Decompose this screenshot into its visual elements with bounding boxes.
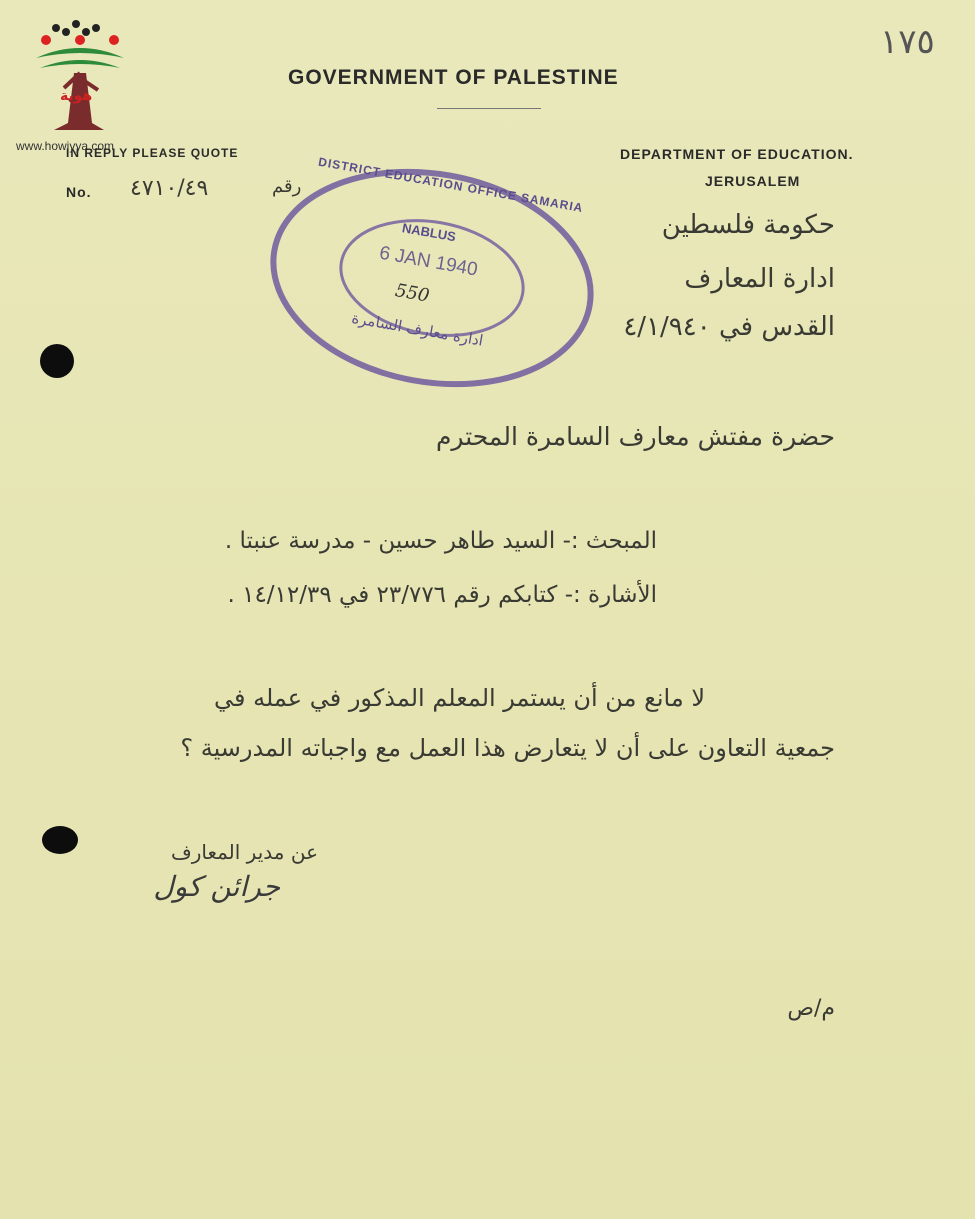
addressee-line: حضرة مفتش معارف السامرة المحترم [435, 422, 835, 451]
reference-number: ٤٧١٠/٤٩ [130, 176, 209, 201]
stamp-top-text: DISTRICT EDUCATION OFFICE SAMARIA [317, 154, 585, 216]
howiyya-logo [24, 18, 136, 136]
no-label: No. [66, 184, 92, 200]
reply-quote: IN REPLY PLEASE QUOTE [66, 146, 239, 160]
logo-emblem-text: هوية [60, 88, 93, 104]
stamp-number: 550 [393, 279, 431, 307]
paragraph-line-1: لا مانع من أن يستمر المعلم المذكور في عمله في [213, 684, 705, 712]
reference-number-label: رقم [272, 176, 302, 197]
logo-url[interactable]: www.howiyya.com [16, 139, 115, 153]
subject-line: المبحث :- السيد طاهر حسين - مدرسة عنبتا . [224, 528, 657, 554]
reference-line: الأشارة :- كتابكم رقم ٢٣/٧٧٦ في ١٤/١٢/٣٩ . [227, 582, 657, 608]
page-number: ١٧٥ [880, 22, 935, 62]
office-stamp [246, 135, 617, 422]
government-title: GOVERNMENT OF PALESTINE [288, 66, 619, 89]
stamp-bottom-text: ادارة معارف السامرة [350, 308, 485, 350]
punch-hole-top [40, 344, 74, 378]
arabic-date-line: القدس في ٤/١/٩٤٠ [623, 312, 835, 342]
header-divider [437, 108, 541, 109]
typist-initials: م/ص [787, 996, 835, 1021]
signature-title: عن مدير المعارف [170, 840, 318, 864]
arabic-government: حكومة فلسطين [661, 210, 835, 240]
stamp-date: 6 JAN 1940 [377, 242, 480, 281]
signature-name: جرائن كول [153, 870, 280, 903]
stamp-city: NABLUS [401, 220, 457, 245]
paragraph-line-2: جمعية التعاون على أن لا يتعارض هذا العمل مع واجباته المدرسية ؟ [180, 734, 835, 762]
tree-emblem-icon [24, 18, 136, 136]
city-title: JERUSALEM [705, 173, 801, 189]
department-title: DEPARTMENT OF EDUCATION. [620, 146, 854, 162]
punch-hole-bottom [42, 826, 78, 854]
arabic-department: ادارة المعارف [684, 264, 835, 294]
